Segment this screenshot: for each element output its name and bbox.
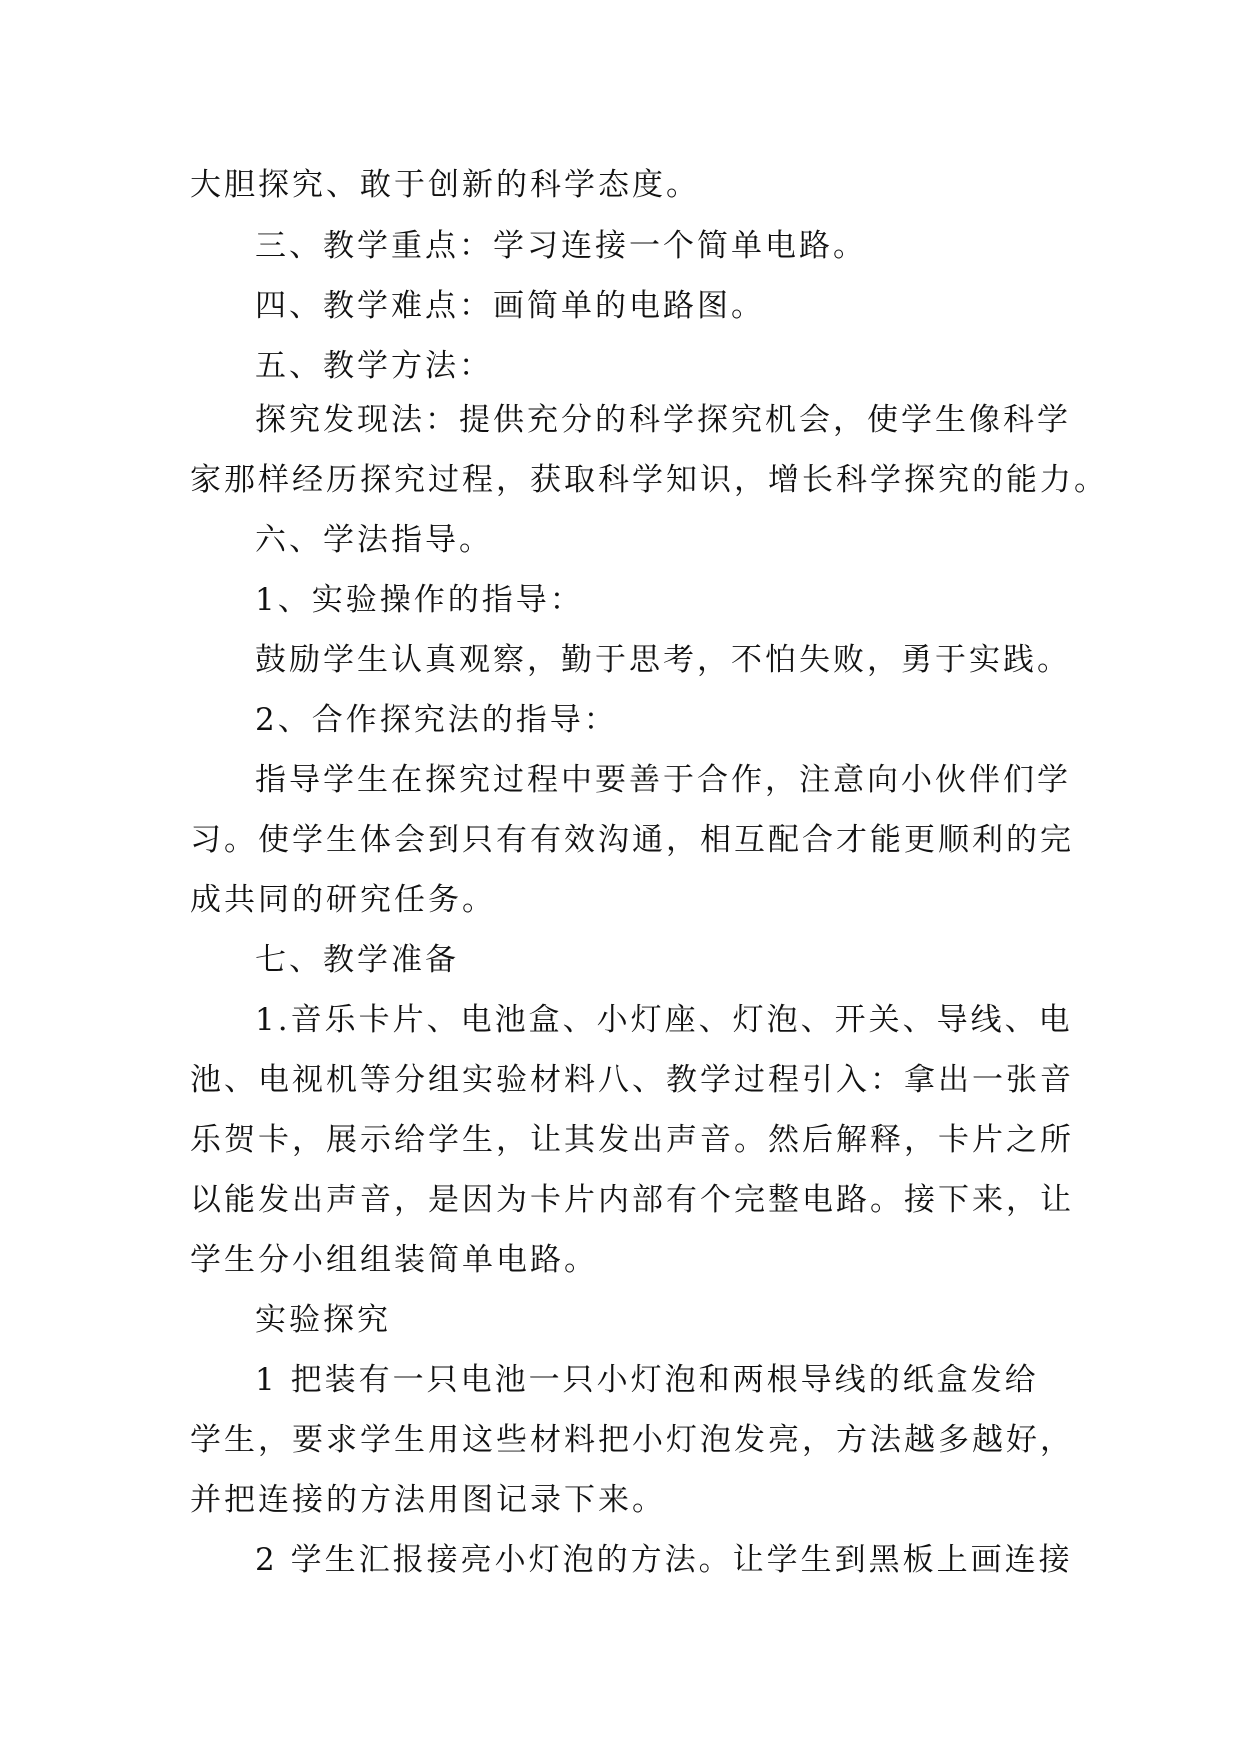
subheading-cooperation-guidance: 2、合作探究法的指导： bbox=[255, 702, 618, 738]
heading-teaching-focus: 三、教学重点：学习连接一个简单电路。 bbox=[255, 228, 867, 264]
heading-learning-guidance: 六、学法指导。 bbox=[255, 522, 493, 558]
paragraph-line: 乐贺卡，展示给学生，让其发出声音。然后解释，卡片之所 bbox=[190, 1122, 1074, 1158]
paragraph-line: 学生，要求学生用这些材料把小灯泡发亮，方法越多越好， bbox=[190, 1422, 1074, 1458]
paragraph-line: 并把连接的方法用图记录下来。 bbox=[190, 1482, 666, 1518]
paragraph-line: 探究发现法：提供充分的科学探究机会，使学生像科学 bbox=[255, 402, 1071, 438]
paragraph-line: 1 把装有一只电池一只小灯泡和两根导线的纸盒发给 bbox=[255, 1362, 1039, 1398]
heading-teaching-difficulty: 四、教学难点：画简单的电路图。 bbox=[255, 288, 765, 324]
subheading-experiment-guidance: 1、实验操作的指导： bbox=[255, 582, 584, 618]
paragraph-line: 成共同的研究任务。 bbox=[190, 882, 496, 918]
text-line-continuation: 大胆探究、敢于创新的科学态度。 bbox=[190, 167, 700, 203]
paragraph-line: 1.音乐卡片、电池盒、小灯座、灯泡、开关、导线、电 bbox=[255, 1002, 1073, 1038]
paragraph-line: 池、电视机等分组实验材料八、教学过程引入：拿出一张音 bbox=[190, 1062, 1074, 1098]
paragraph-line: 指导学生在探究过程中要善于合作，注意向小伙伴们学 bbox=[255, 762, 1071, 798]
paragraph-line: 2 学生汇报接亮小灯泡的方法。让学生到黑板上画连接 bbox=[255, 1542, 1073, 1578]
paragraph-line: 习。使学生体会到只有有效沟通，相互配合才能更顺利的完 bbox=[190, 822, 1074, 858]
paragraph-line: 鼓励学生认真观察，勤于思考，不怕失败，勇于实践。 bbox=[255, 642, 1071, 678]
paragraph-line: 以能发出声音，是因为卡片内部有个完整电路。接下来，让 bbox=[190, 1182, 1074, 1218]
heading-teaching-method: 五、教学方法： bbox=[255, 348, 493, 384]
paragraph-line: 家那样经历探究过程，获取科学知识，增长科学探究的能力。 bbox=[190, 462, 1108, 498]
subheading-experiment-inquiry: 实验探究 bbox=[255, 1302, 391, 1338]
heading-teaching-preparation: 七、教学准备 bbox=[255, 942, 459, 978]
paragraph-line: 学生分小组组装简单电路。 bbox=[190, 1242, 598, 1278]
